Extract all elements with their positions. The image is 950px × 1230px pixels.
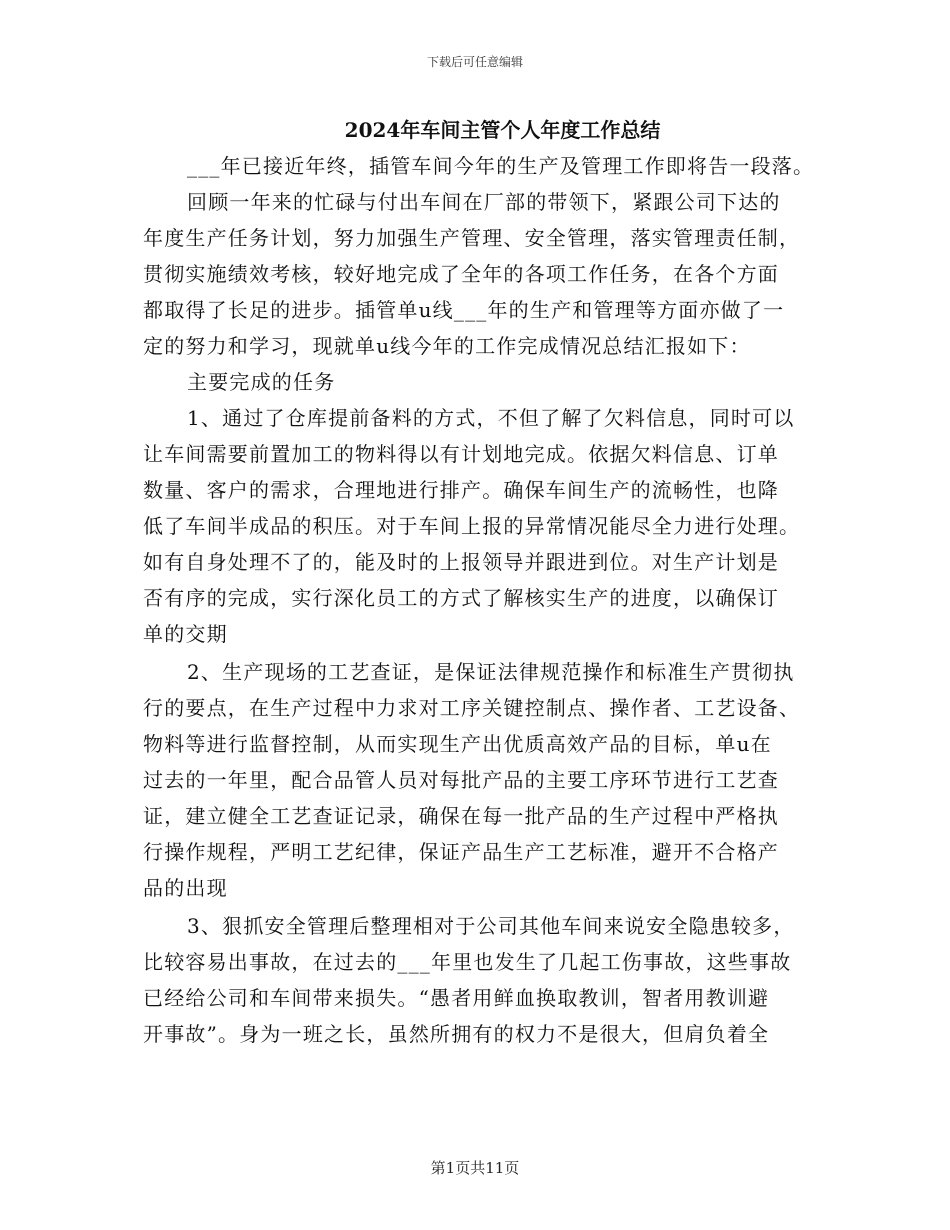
- page-footer: 第1页共11页: [430, 1159, 520, 1177]
- body-line: 1、通过了仓库提前备料的方式，不但了解了欠料信息，同时可以: [187, 406, 795, 430]
- body-line: 3、狠抓安全管理后整理相对于公司其他车间来说安全隐患较多，: [187, 914, 795, 938]
- body-line: ___年已接近年终，插管车间今年的生产及管理工作即将告一段落。: [187, 154, 815, 178]
- body-line: 单的交期: [143, 622, 228, 646]
- body-line: 如有自身处理不了的，能及时的上报领导并跟进到位。对生产计划是: [143, 550, 779, 574]
- body-line: 定的努力和学习，现就单u线今年的工作完成情况总结汇报如下：: [143, 334, 751, 358]
- body-line: 数量、客户的需求，合理地进行排产。确保车间生产的流畅性，也降: [143, 478, 779, 502]
- body-line: 物料等进行监督控制，从而实现生产出优质高效产品的目标，单u在: [143, 732, 772, 756]
- document-title: 2024年车间主管个人年度工作总结: [344, 118, 661, 142]
- section-heading: 主要完成的任务: [187, 370, 336, 394]
- body-line: 2、生产现场的工艺查证，是保证法律规范操作和标准生产贯彻执: [187, 660, 795, 684]
- body-line: 低了车间半成品的积压。对于车间上报的异常情况能尽全力进行处理。: [143, 514, 801, 538]
- body-line: 让车间需要前置加工的物料得以有计划地完成。依据欠料信息、订单: [143, 442, 779, 466]
- body-line: 行操作规程，严明工艺纪律，保证产品生产工艺标准，避开不合格产: [143, 840, 779, 864]
- body-line: 比较容易出事故，在过去的___年里也发生了几起工伤事故，这些事故: [143, 950, 792, 974]
- body-line: 开事故”。身为一班之长，虽然所拥有的权力不是很大，但肩负着全: [143, 1022, 770, 1046]
- body-line: 行的要点，在生产过程中力求对工序关键控制点、操作者、工艺设备、: [143, 696, 801, 720]
- body-line: 品的出现: [143, 876, 228, 900]
- body-line: 已经给公司和车间带来损失。“愚者用鲜血换取教训，智者用教训避: [143, 986, 770, 1010]
- header-note: 下载后可任意编辑: [426, 55, 523, 69]
- body-line: 过去的一年里，配合品管人员对每批产品的主要工序环节进行工艺查: [143, 768, 779, 792]
- body-line: 否有序的完成，实行深化员工的方式了解核实生产的进度，以确保订: [143, 586, 779, 610]
- document-body: [143, 150, 833, 1050]
- body-line: 贯彻实施绩效考核，较好地完成了全年的各项工作任务，在各个方面: [143, 262, 779, 286]
- body-line: 回顾一年来的忙碌与付出车间在厂部的带领下，紧跟公司下达的: [187, 190, 781, 214]
- body-line: 都取得了长足的进步。插管单u线___年的生产和管理等方面亦做了一: [143, 298, 785, 322]
- body-line: 证，建立健全工艺查证记录，确保在每一批产品的生产过程中严格执: [143, 804, 779, 828]
- body-line: 年度生产任务计划，努力加强生产管理、安全管理，落实管理责任制，: [143, 226, 801, 250]
